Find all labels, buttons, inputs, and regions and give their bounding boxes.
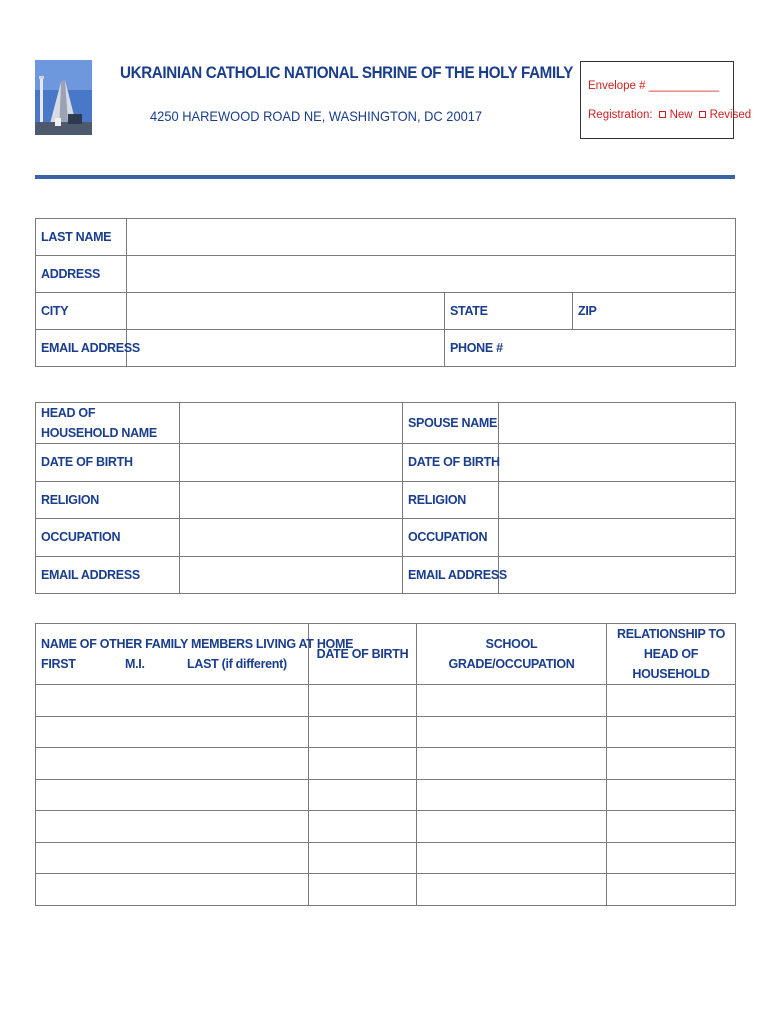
household-section bbox=[35, 402, 736, 594]
member-relationship-cell[interactable] bbox=[607, 748, 736, 780]
member-grade-cell[interactable] bbox=[417, 811, 607, 843]
head-email-field[interactable] bbox=[180, 556, 403, 594]
envelope-number-field[interactable]: Envelope # ___________ bbox=[588, 80, 720, 92]
zip-label: ZIP bbox=[573, 293, 736, 330]
phone-label: PHONE # bbox=[445, 330, 736, 367]
email-field[interactable] bbox=[127, 330, 445, 367]
city-label: CITY bbox=[36, 293, 127, 330]
shrine-photo-icon bbox=[35, 60, 92, 135]
new-checkbox[interactable] bbox=[659, 111, 666, 118]
member-dob-cell[interactable] bbox=[309, 748, 417, 780]
table-row bbox=[36, 842, 736, 874]
member-name-cell[interactable] bbox=[36, 874, 309, 906]
member-grade-cell[interactable] bbox=[417, 842, 607, 874]
address-field[interactable] bbox=[127, 256, 736, 293]
contact-section bbox=[35, 218, 736, 367]
registration-status bbox=[588, 109, 751, 121]
email-label: EMAIL ADDRESS bbox=[36, 330, 127, 367]
members-dob-header: DATE OF BIRTH bbox=[309, 624, 417, 685]
registration-label: Registration: bbox=[588, 109, 653, 121]
member-name-cell[interactable] bbox=[36, 685, 309, 717]
head-email-label: EMAIL ADDRESS bbox=[36, 556, 180, 594]
table-row bbox=[36, 779, 736, 811]
table-header-row bbox=[36, 624, 736, 685]
last-name-header: LAST (if different) bbox=[187, 657, 287, 671]
member-dob-cell[interactable] bbox=[309, 811, 417, 843]
spouse-dob-field[interactable] bbox=[499, 444, 736, 482]
member-dob-cell[interactable] bbox=[309, 779, 417, 811]
spouse-email-label: EMAIL ADDRESS bbox=[403, 556, 499, 594]
members-grade-header: SCHOOL GRADE/OCCUPATION bbox=[417, 624, 607, 685]
table-row bbox=[36, 748, 736, 780]
head-of-household-label: HEAD OF HOUSEHOLD NAME bbox=[36, 403, 180, 444]
table-row bbox=[36, 811, 736, 843]
member-relationship-cell[interactable] bbox=[607, 842, 736, 874]
spouse-name-label: SPOUSE NAME bbox=[403, 403, 499, 444]
new-label: New bbox=[669, 109, 693, 121]
spouse-occupation-label: OCCUPATION bbox=[403, 519, 499, 557]
member-dob-cell[interactable] bbox=[309, 842, 417, 874]
first-name-header: FIRST bbox=[41, 657, 76, 671]
spouse-occupation-field[interactable] bbox=[499, 519, 736, 557]
table-row bbox=[36, 716, 736, 748]
member-grade-cell[interactable] bbox=[417, 685, 607, 717]
spouse-email-field[interactable] bbox=[499, 556, 736, 594]
member-dob-cell[interactable] bbox=[309, 716, 417, 748]
head-occupation-label: OCCUPATION bbox=[36, 519, 180, 557]
members-name-subheaders bbox=[41, 654, 303, 674]
member-grade-cell[interactable] bbox=[417, 748, 607, 780]
table-row bbox=[36, 685, 736, 717]
family-members-table bbox=[35, 623, 736, 906]
page-title: UKRAINIAN CATHOLIC NATIONAL SHRINE OF THE HOLY FAMILY bbox=[120, 64, 574, 82]
shrine-address: 4250 HAREWOOD ROAD NE, WASHINGTON, DC 20017 bbox=[150, 108, 483, 124]
member-name-cell[interactable] bbox=[36, 811, 309, 843]
member-relationship-cell[interactable] bbox=[607, 716, 736, 748]
last-name-label: LAST NAME bbox=[36, 219, 127, 256]
revised-label: Revised bbox=[709, 109, 752, 121]
head-religion-label: RELIGION bbox=[36, 481, 180, 519]
revised-checkbox[interactable] bbox=[699, 111, 706, 118]
member-name-cell[interactable] bbox=[36, 716, 309, 748]
office-use-box bbox=[580, 61, 752, 139]
middle-initial-header: M.I. bbox=[125, 657, 145, 671]
address-label: ADDRESS bbox=[36, 256, 127, 293]
member-dob-cell[interactable] bbox=[309, 685, 417, 717]
head-of-household-field[interactable] bbox=[180, 403, 403, 444]
last-name-field[interactable] bbox=[127, 219, 736, 256]
member-relationship-cell[interactable] bbox=[607, 874, 736, 906]
member-relationship-cell[interactable] bbox=[607, 685, 736, 717]
member-grade-cell[interactable] bbox=[417, 779, 607, 811]
member-dob-cell[interactable] bbox=[309, 874, 417, 906]
member-relationship-cell[interactable] bbox=[607, 779, 736, 811]
table-row bbox=[36, 874, 736, 906]
state-label: STATE bbox=[445, 293, 573, 330]
head-dob-label: DATE OF BIRTH bbox=[36, 444, 180, 482]
head-occupation-field[interactable] bbox=[180, 519, 403, 557]
member-relationship-cell[interactable] bbox=[607, 811, 736, 843]
member-name-cell[interactable] bbox=[36, 842, 309, 874]
spouse-name-field[interactable] bbox=[499, 403, 736, 444]
members-name-title: NAME OF OTHER FAMILY MEMBERS LIVING AT HOME bbox=[41, 637, 354, 651]
spouse-religion-field[interactable] bbox=[499, 481, 736, 519]
members-name-header bbox=[36, 624, 354, 685]
member-grade-cell[interactable] bbox=[417, 716, 607, 748]
members-relationship-header: RELATIONSHIP TO HEAD OF HOUSEHOLD bbox=[607, 624, 736, 685]
member-name-cell[interactable] bbox=[36, 779, 309, 811]
member-name-cell[interactable] bbox=[36, 748, 309, 780]
city-field[interactable] bbox=[127, 293, 445, 330]
spouse-religion-label: RELIGION bbox=[403, 481, 499, 519]
member-grade-cell[interactable] bbox=[417, 874, 607, 906]
head-dob-field[interactable] bbox=[180, 444, 403, 482]
head-religion-field[interactable] bbox=[180, 481, 403, 519]
header-divider bbox=[35, 175, 735, 179]
spouse-dob-label: DATE OF BIRTH bbox=[403, 444, 499, 482]
